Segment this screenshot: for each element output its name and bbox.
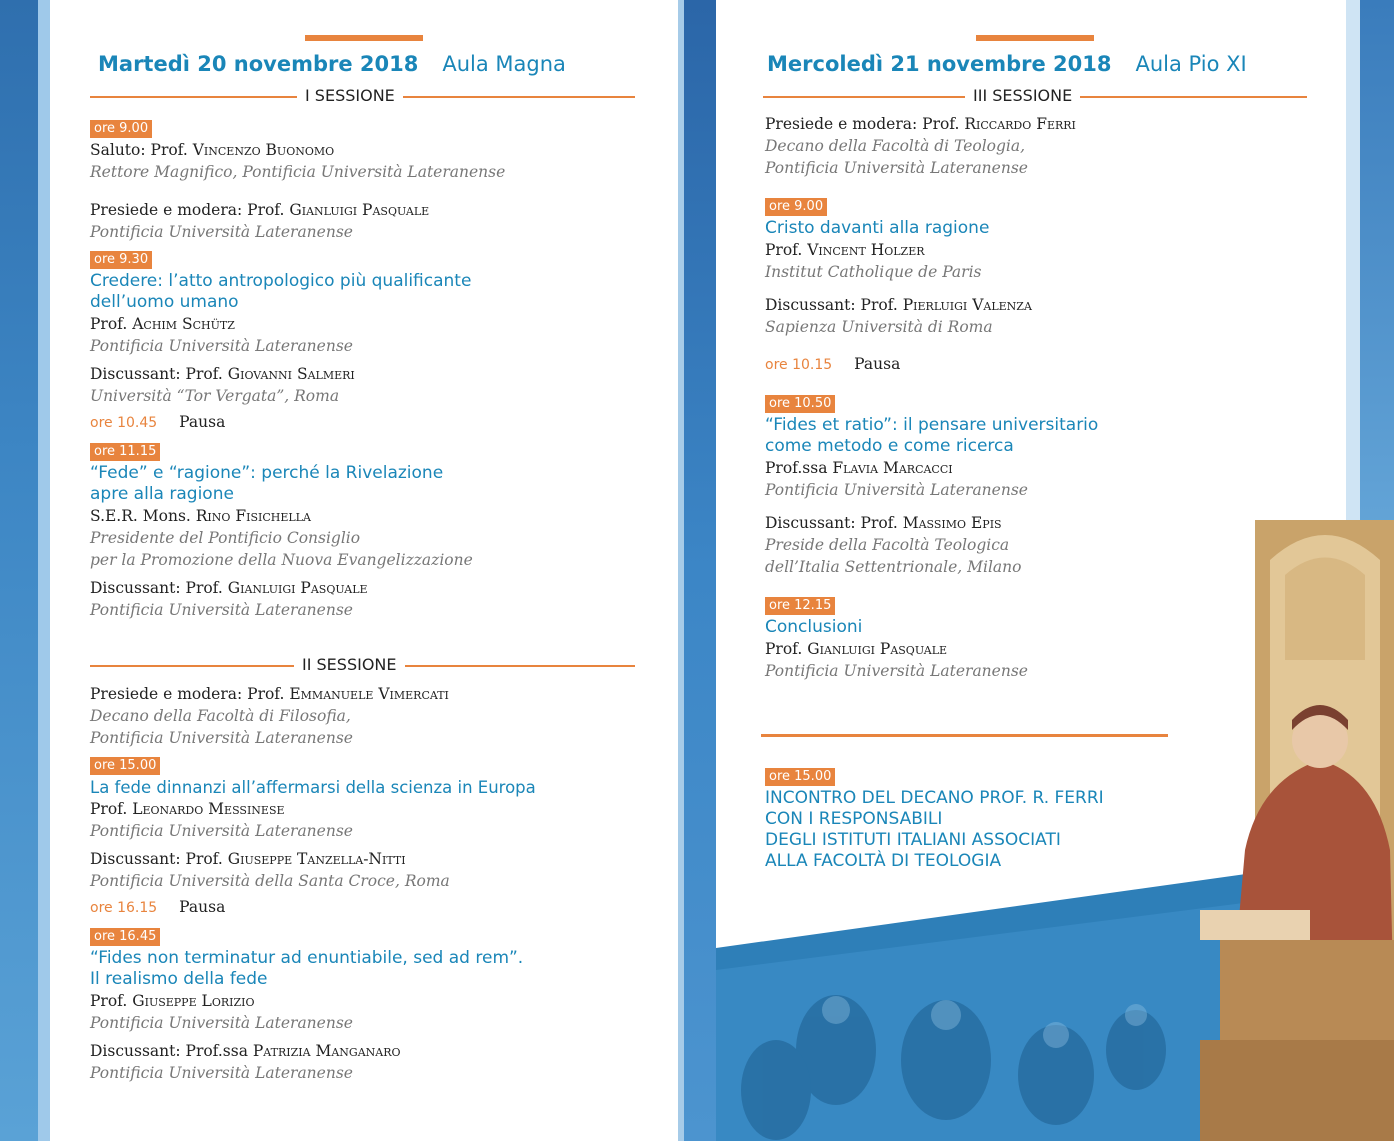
session2-program <box>90 683 680 1084</box>
session-divider <box>90 655 635 675</box>
meeting-block <box>765 765 1225 872</box>
session-label: I SESSIONE <box>297 86 403 105</box>
institution: Decano della Facoltà di Teologia, <box>765 137 1026 155</box>
moderator: Presiede e modera: Prof. Gianluigi Pasquale <box>90 201 430 219</box>
top-accent-bar <box>976 35 1094 41</box>
institution: Preside della Facoltà Teologica <box>765 536 1010 554</box>
institution: Sapienza Università di Roma <box>765 318 993 336</box>
time-tag: ore 11.15 <box>90 443 160 461</box>
pause-row: ore 10.15 Pausa <box>765 355 901 373</box>
institution-cont: Pontificia Università Lateranense <box>90 729 353 747</box>
discussant: Discussant: Prof. Gianluigi Pasquale <box>90 579 368 597</box>
left-decor-band <box>0 0 50 1141</box>
discussant: Discussant: Prof. Pierluigi Valenza <box>765 296 1032 314</box>
pause-row: ore 10.45 Pausa <box>90 413 226 431</box>
talk-title: Credere: l’atto antropologico più qualificante <box>90 271 472 291</box>
speaker: S.E.R. Mons. Rino Fisichella <box>90 507 311 525</box>
session-divider <box>90 86 635 106</box>
institution: Presidente del Pontificio Consiglio <box>90 529 361 547</box>
talk-title: “Fede” e “ragione”: perché la Rivelazione <box>90 463 444 483</box>
discussant: Discussant: Prof.ssa Patrizia Manganaro <box>90 1042 401 1060</box>
institution: Pontificia Università della Santa Croce, Roma <box>90 872 450 890</box>
room: Aula Magna <box>442 52 566 76</box>
time-tag: ore 12.15 <box>765 597 835 615</box>
talk-title-cont: dell’uomo umano <box>90 292 239 312</box>
discussant: Discussant: Prof. Giovanni Salmeri <box>90 365 355 383</box>
institution: Rettore Magnifico, Pontificia Università Lateranense <box>90 163 506 181</box>
session-label: III SESSIONE <box>965 86 1080 105</box>
speaker: Prof.ssa Flavia Marcacci <box>765 459 953 477</box>
talk-title-cont: apre alla ragione <box>90 484 234 504</box>
room: Aula Pio XI <box>1135 52 1247 76</box>
time-tag: ore 15.00 <box>765 768 835 786</box>
saint-figure-painting <box>1200 520 1394 1141</box>
day-heading <box>767 52 1247 76</box>
institution-cont: Pontificia Università Lateranense <box>765 159 1028 177</box>
moderator: Presiede e modera: Prof. Emmanuele Vimercati <box>90 685 449 703</box>
institution: Pontificia Università Lateranense <box>765 662 1028 680</box>
institution: Università “Tor Vergata”, Roma <box>90 387 340 405</box>
time-tag: ore 9.00 <box>765 198 827 216</box>
center-decor-band <box>678 0 716 1141</box>
speaker: Prof. Vincent Holzer <box>765 241 925 259</box>
institution: Pontificia Università Lateranense <box>90 1014 353 1032</box>
institution-cont: per la Promozione della Nuova Evangelizzazione <box>90 551 473 569</box>
discussant: Discussant: Prof. Massimo Epis <box>765 514 1002 532</box>
time-tag: ore 9.30 <box>90 251 152 269</box>
talk-title: “Fides et ratio”: il pensare universitario <box>765 415 1099 435</box>
talk-title: La fede dinnanzi all’affermarsi della scienza in Europa <box>90 778 536 797</box>
meeting-line: DEGLI ISTITUTI ITALIANI ASSOCIATI <box>765 830 1061 850</box>
speaker: Prof. Gianluigi Pasquale <box>765 640 948 658</box>
speaker: Prof. Giuseppe Lorizio <box>90 992 255 1010</box>
left-page <box>50 0 678 1141</box>
session1-program <box>90 117 680 621</box>
institution: Decano della Facoltà di Filosofia, <box>90 707 351 725</box>
institution: Pontificia Università Lateranense <box>90 822 353 840</box>
institution: Pontificia Università Lateranense <box>90 601 353 619</box>
separator <box>761 734 1168 737</box>
moderator: Presiede e modera: Prof. Riccardo Ferri <box>765 115 1076 133</box>
speaker: Saluto: Prof. Vincenzo Buonomo <box>90 141 335 159</box>
session3-program <box>765 113 1235 682</box>
date: Martedì 20 novembre 2018 <box>98 52 419 76</box>
day-heading <box>98 52 566 76</box>
time-tag: ore 9.00 <box>90 120 152 138</box>
talk-title-cont: Il realismo della fede <box>90 969 268 989</box>
institution: Institut Catholique de Paris <box>765 263 982 281</box>
meeting-line: INCONTRO DEL DECANO PROF. R. FERRI <box>765 788 1104 808</box>
date: Mercoledì 21 novembre 2018 <box>767 52 1112 76</box>
institution-cont: dell’Italia Settentrionale, Milano <box>765 558 1022 576</box>
meeting-line: CON I RESPONSABILI <box>765 809 943 829</box>
discussant: Discussant: Prof. Giuseppe Tanzella-Nitti <box>90 850 406 868</box>
time-tag: ore 16.45 <box>90 928 160 946</box>
institution: Pontificia Università Lateranense <box>90 223 353 241</box>
institution: Pontificia Università Lateranense <box>90 337 353 355</box>
talk-title: Cristo davanti alla ragione <box>765 218 990 238</box>
pause-row: ore 16.15 Pausa <box>90 898 226 916</box>
speaker: Prof. Leonardo Messinese <box>90 800 285 818</box>
session-label: II SESSIONE <box>294 655 405 674</box>
time-tag: ore 15.00 <box>90 757 160 775</box>
talk-title: “Fides non terminatur ad enuntiabile, sed ad rem”. <box>90 948 524 968</box>
time-tag: ore 10.50 <box>765 395 835 413</box>
meeting-line: ALLA FACOLTÀ DI TEOLOGIA <box>765 851 1002 871</box>
institution: Pontificia Università Lateranense <box>765 481 1028 499</box>
speaker: Prof. Achim Schütz <box>90 315 235 333</box>
talk-title-cont: come metodo e come ricerca <box>765 436 1014 456</box>
talk-title: Conclusioni <box>765 617 863 637</box>
top-accent-bar <box>305 35 423 41</box>
institution: Pontificia Università Lateranense <box>90 1064 353 1082</box>
session-divider <box>763 86 1307 106</box>
